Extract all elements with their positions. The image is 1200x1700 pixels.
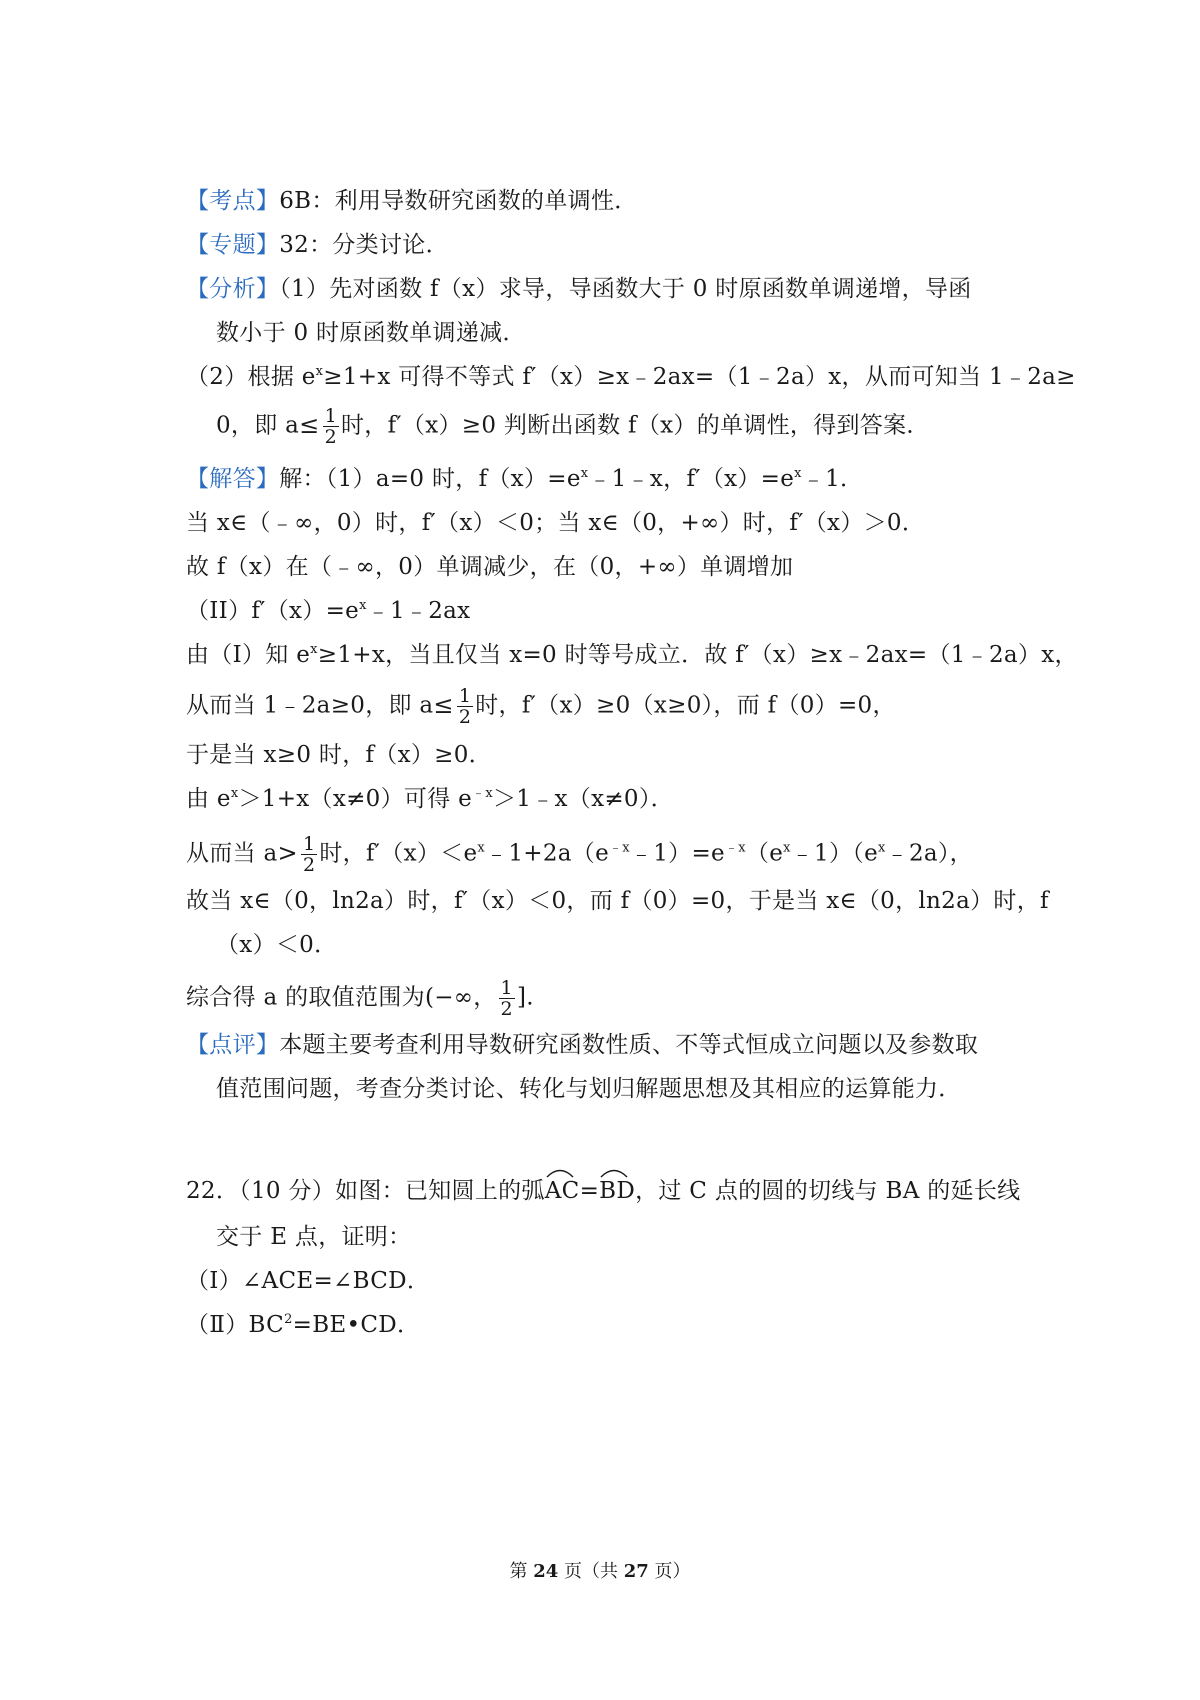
fraction-numerator: 1 (458, 685, 472, 707)
question-text: （Ⅱ）BC (186, 1312, 285, 1338)
jieda-text: ﹣1）（e (790, 840, 878, 867)
jieda-text: 从而当 (186, 840, 264, 867)
jieda-line-3 (186, 552, 793, 582)
fenxi-text-4b: 时，f′（x）≥0 判断出函数 f（x）的单调性，得到答案． (340, 412, 930, 439)
question-text: =BE•CD． (292, 1312, 421, 1338)
question-22-line-1 (186, 1170, 1020, 1206)
jieda-text: ＞1+x（x≠0）可得 e (238, 786, 473, 812)
kaodian-text: 6B：利用导数研究函数的单调性． (279, 188, 638, 214)
superscript: x (580, 466, 589, 481)
fraction-numerator: 1 (500, 977, 513, 999)
jieda-text: 从而当 1﹣2a≥0，即 (186, 692, 420, 719)
jieda-text: 解：（1）a=0 时，f（x）=e (279, 466, 581, 492)
jieda-line-7 (186, 740, 492, 770)
question-text: ，过 C 点的圆的切线与 BA 的延长线 (635, 1178, 1021, 1204)
math-var: a (419, 692, 434, 719)
jieda-text: 由 e (186, 786, 231, 812)
arc-symbol-icon (545, 1166, 575, 1178)
dianping-text: 本题主要考查利用导数研究函数性质、不等式恒成立问题以及参数取 (279, 1032, 979, 1058)
jieda-text: ﹣1﹣x，f′（x）=e (588, 466, 795, 492)
dianping-text: 值范围问题，考查分类讨论、转化与划归解题思想及其相应的运算能力． (216, 1076, 962, 1102)
fraction-numerator: 1 (302, 833, 316, 855)
fraction-denominator: 2 (324, 426, 337, 448)
question-22-line-2 (216, 1222, 411, 1252)
jieda-text: （e (745, 840, 784, 867)
jieda-text: ＞1﹣x（x≠0）． (492, 786, 674, 812)
math-var: a (285, 412, 300, 439)
fraction-denominator: 2 (500, 998, 513, 1020)
jieda-line-1 (186, 464, 863, 494)
jieda-line-8 (186, 784, 674, 814)
jieda-text: 综合得 a 的取值范围为 (186, 984, 425, 1011)
jieda-text: 由（I）知 e (186, 642, 311, 668)
fenxi-text-3a: （2）根据 e (186, 364, 316, 390)
superscript: x (878, 840, 886, 856)
fraction-half (323, 406, 339, 447)
jieda-line-2 (186, 508, 925, 538)
superscript: ﹣x (608, 840, 630, 856)
zhuanti-tag: 【专题】 (186, 232, 280, 258)
question-22-part-1 (186, 1266, 430, 1296)
jieda-tag: 【解答】 (186, 466, 280, 492)
math-relation: = (579, 1178, 600, 1204)
arc-label: AC (544, 1178, 580, 1204)
page-total: 27 (623, 1561, 649, 1582)
footer-text: 第 (509, 1561, 534, 1582)
fraction-half (499, 978, 515, 1019)
footer-text: 页） (648, 1561, 691, 1582)
fraction-denominator: 2 (302, 854, 316, 876)
jieda-text: ﹣1﹣2ax (366, 598, 471, 624)
jieda-text: ﹣1． (801, 466, 864, 492)
jieda-text: 故当 x∈（0，ln2a）时，f′（x）＜0，而 f（0）=0，于是当 x∈（0，ln2a）时，f (186, 888, 1049, 914)
fenxi-line-3 (186, 362, 1076, 392)
jieda-text: （II）f′（x）=e (186, 598, 360, 624)
fenxi-text-3b: ≥1+x 可得不等式 f′（x）≥x﹣2ax=（1﹣2a）x，从而可知当 1﹣2a≥ (323, 364, 1076, 390)
dianping-line-2 (216, 1074, 962, 1104)
fraction-half (301, 834, 317, 875)
jieda-text: 时，f′（x）≥0（x≥0），而 f（0）=0， (475, 692, 896, 719)
jieda-line-11 (216, 930, 337, 960)
jieda-text: 时，f′（x）＜e (319, 840, 478, 867)
fraction-denominator: 2 (458, 706, 472, 728)
kaodian-tag: 【考点】 (186, 188, 280, 214)
jieda-text: ﹣1）=e (629, 840, 725, 867)
math-relation: > (277, 838, 298, 867)
superscript: x (315, 364, 324, 379)
jieda-line-4 (186, 596, 470, 626)
jieda-text: 当 x∈（﹣∞，0）时，f′（x）＜0；当 x∈（0，+∞）时，f′（x）＞0． (186, 510, 926, 536)
question-text: 22．（10 分）如图：已知圆上的弧 (186, 1178, 545, 1204)
arc-symbol-icon (599, 1166, 629, 1178)
fenxi-tag: 【分析】 (186, 276, 280, 302)
jieda-text: ﹣2a）， (885, 840, 973, 867)
jieda-text: ﹣1+2a（e (485, 840, 609, 867)
jieda-text: 于是当 x≥0 时，f（x）≥0． (186, 742, 492, 768)
jieda-text: （x）＜0． (216, 932, 338, 958)
fraction-numerator: 1 (324, 405, 337, 427)
arc-bd (599, 1170, 635, 1206)
interval-close: ]. (516, 984, 534, 1011)
interval-open: (−∞， (424, 984, 497, 1011)
footer-text: 页（共 (558, 1561, 624, 1582)
superscript: x (359, 598, 367, 613)
dianping-tag: 【点评】 (186, 1032, 280, 1058)
superscript: ﹣x (472, 786, 493, 801)
zhuanti-line (186, 230, 449, 260)
jieda-line-12 (186, 978, 534, 1019)
kaodian-line (186, 186, 638, 216)
zhuanti-text: 32：分类讨论． (279, 232, 449, 258)
fenxi-text-4a: 0，即 (216, 412, 286, 439)
superscript: x (783, 840, 791, 856)
jieda-text: ≥1+x，当且仅当 x=0 时等号成立．故 f′（x）≥x﹣2ax=（1﹣2a）x， (317, 642, 1078, 668)
math-relation: ≤ (433, 690, 454, 719)
math-relation: ≤ (299, 410, 320, 439)
page-number: 24 (533, 1561, 559, 1582)
page-footer (0, 1560, 1200, 1584)
jieda-line-6 (186, 686, 896, 727)
question-text: （Ⅰ）∠ACE=∠BCD． (186, 1268, 431, 1294)
superscript: x (794, 466, 802, 481)
fenxi-line-4 (216, 406, 930, 447)
fenxi-text-1: （1）先对函数 f（x）求导，导函数大于 0 时原函数单调递增，导函 (279, 276, 972, 302)
question-text: 交于 E 点，证明： (216, 1224, 412, 1250)
math-var: a (263, 840, 278, 867)
dianping-line-1 (186, 1030, 978, 1060)
fraction-half (457, 686, 473, 727)
superscript: x (230, 786, 239, 801)
superscript: x (477, 840, 486, 856)
superscript: 2 (284, 1312, 293, 1327)
fenxi-line-1 (186, 274, 972, 304)
arc-ac (545, 1170, 580, 1206)
jieda-text: 故 f（x）在（﹣∞，0）单调减少，在（0，+∞）单调增加 (186, 554, 794, 580)
superscript: ﹣x (724, 840, 746, 856)
jieda-line-5 (186, 640, 1078, 670)
jieda-line-9 (186, 834, 973, 875)
fenxi-line-2 (216, 318, 526, 348)
arc-label: BD (599, 1178, 636, 1204)
fenxi-text-2: 数小于 0 时原函数单调递减． (216, 320, 526, 346)
jieda-line-10 (186, 886, 1049, 916)
question-22-part-2 (186, 1310, 420, 1340)
superscript: x (310, 642, 318, 657)
